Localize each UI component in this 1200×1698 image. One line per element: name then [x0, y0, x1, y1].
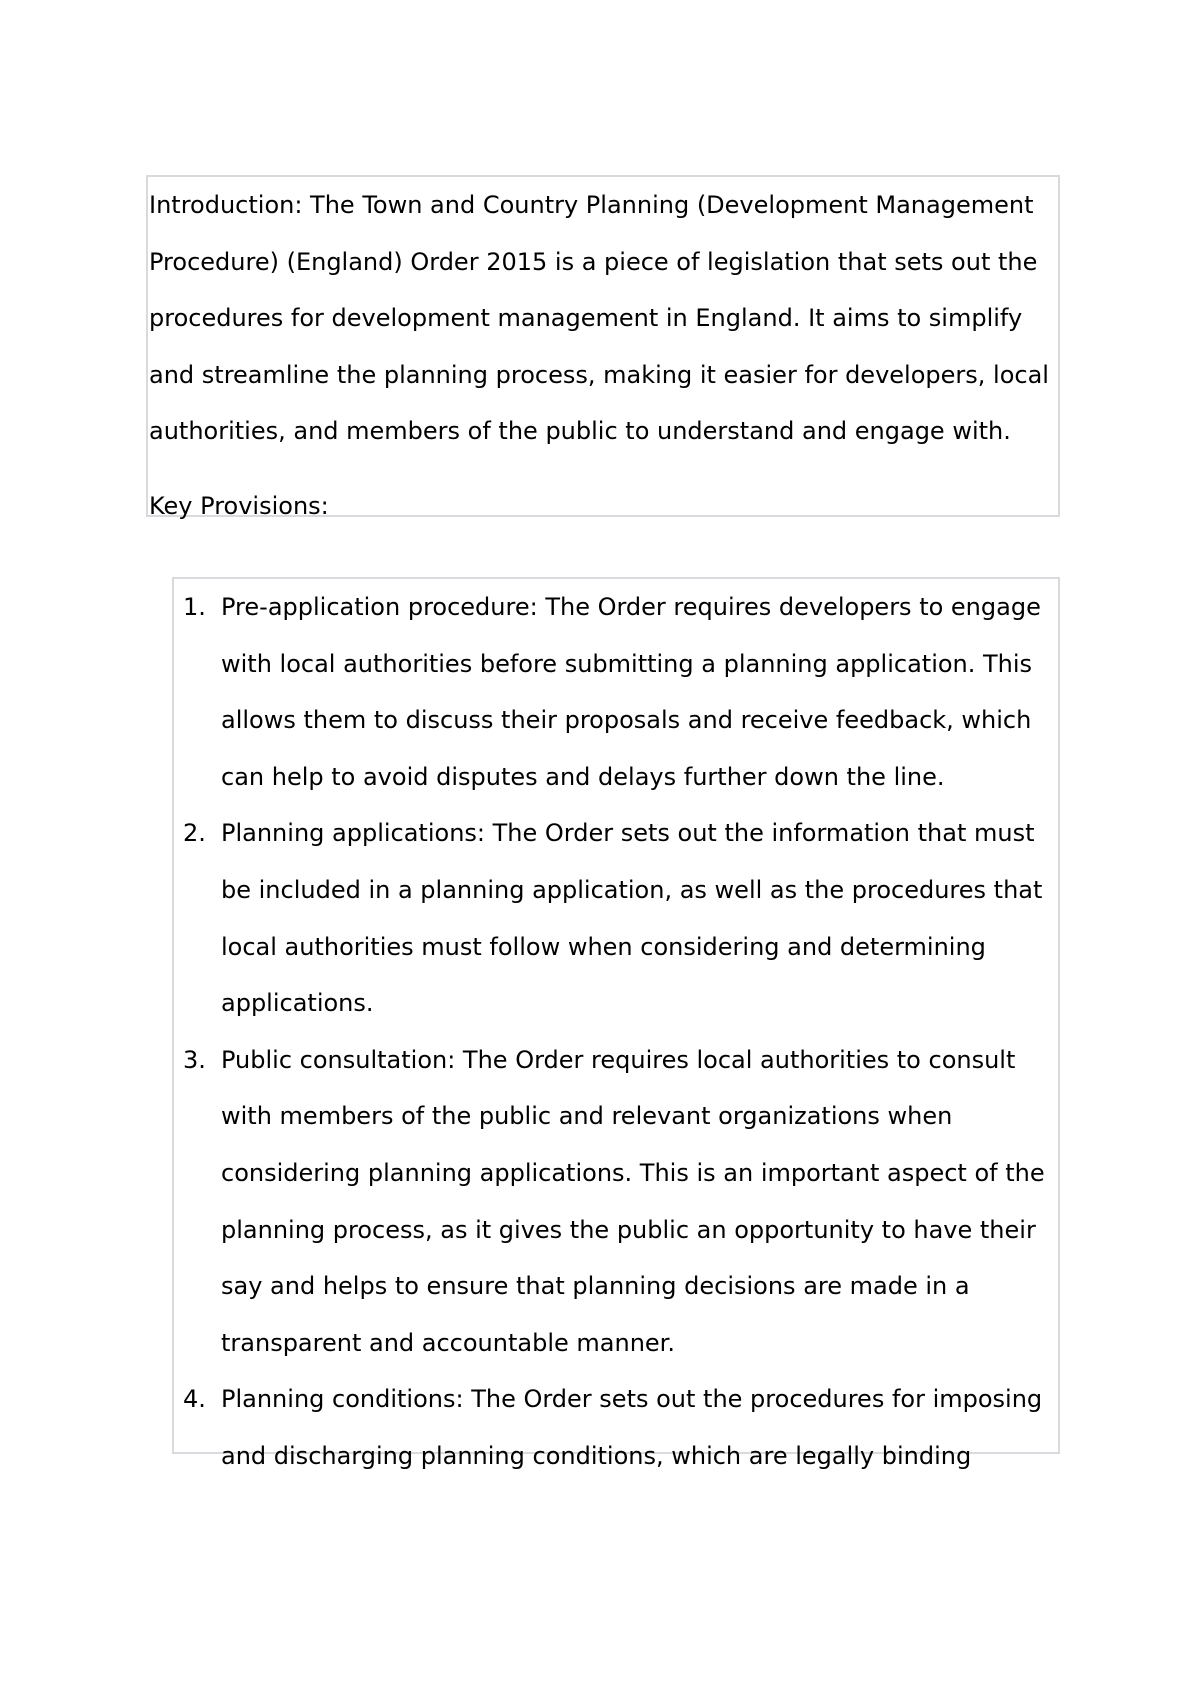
provisions-list [174, 579, 1058, 1485]
list-item-number: 4. [183, 1385, 206, 1414]
list-item-text: Planning applications: The Order sets out the information that must be included in a planning application, as well as the procedures that local authorities must follow when considering and determining applications. [221, 819, 1043, 1018]
list-item-text: Public consultation: The Order requires local authorities to consult with members of the public and relevant organizations when considering planning applications. This is an important aspect of the planning process, as it gives the public an opportunity to have their say and helps to ensure that planning decisions are made in a transparent and accountable manner. [221, 1045, 1045, 1357]
list-item-text: Planning conditions: The Order sets out the procedures for imposing and discharging planning conditions, which are legally binding [221, 1385, 1043, 1470]
list-item [174, 579, 1058, 805]
introduction-section [146, 175, 1060, 520]
list-item-number: 3. [183, 1045, 206, 1074]
list-item [174, 1032, 1058, 1372]
key-provisions-heading: Key Provisions: [149, 491, 329, 520]
list-item-number: 2. [183, 819, 206, 848]
list-item-text: Pre-application procedure: The Order requires developers to engage with local authorities before submitting a planning application. This allows them to discuss their proposals and receive feedback, which can help to avoid disputes and delays further down the line. [221, 593, 1041, 791]
list-item [174, 1371, 1058, 1484]
list-item [174, 805, 1058, 1031]
list-item-number: 1. [183, 593, 206, 621]
introduction-paragraph: Introduction: The Town and Country Planning (Development Management Procedure) (England) Order 2015 is a piece of legislation that sets out the procedures for development management in England. It aims to simplify and streamline the planning process, making it easier for developers, local authorities, and members of the public to understand and engage with. [149, 191, 1049, 445]
key-provisions-section [172, 577, 1060, 1470]
